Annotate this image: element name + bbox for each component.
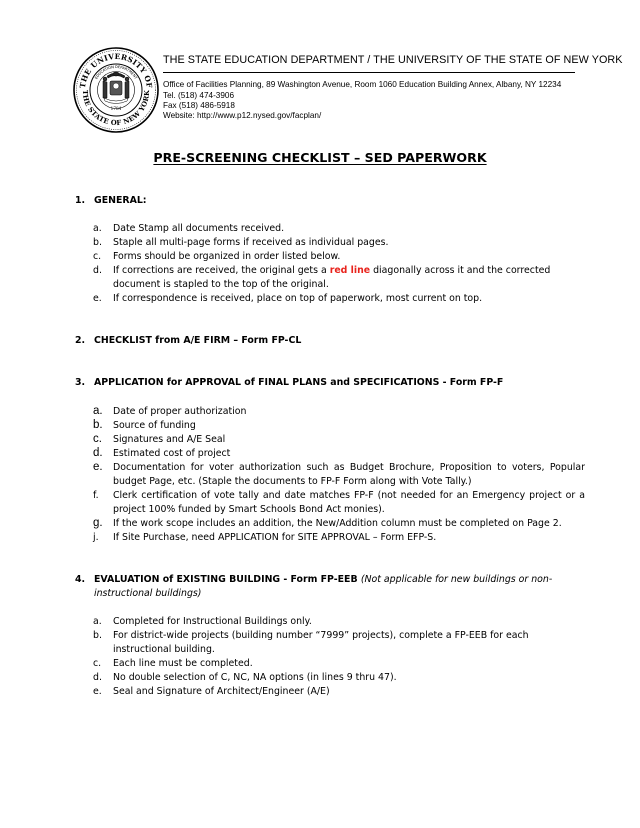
seal-icon [72,46,160,134]
section-title: EVALUATION of EXISTING BUILDING - Form FP-EEB (Not applicable for new buildings or non-instructional buildings) [94,574,553,599]
svg-text:THE UNIVERSITY OF: THE UNIVERSITY OF [77,51,155,89]
header-office-address: Office of Facilities Planning, 89 Washington Avenue, Room 1060 Education Building Annex, Albany, NY 12234 [163,80,562,89]
section-heading-general [0,194,640,208]
header-website-link[interactable]: Website: http://www.p12.nysed.gov/facplan/ [163,111,322,120]
section-number: 1. [75,195,86,206]
header-title: THE STATE EDUCATION DEPARTMENT / THE UNIVERSITY OF THE STATE OF NEW YORK [163,54,623,66]
section-title-note: (Not applicable for new buildings or non-instructional buildings) [94,574,553,599]
section-heading-evaluation [0,573,640,601]
list-item: b. For district-wide projects (building number “7999” projects), complete a FP-EEB for each instructional building. [93,630,529,655]
svg-text:EDUCATION DEPARTMENT: EDUCATION DEPARTMENT [94,64,138,80]
red-line-highlight: red line [329,265,371,276]
header-fax: Fax (518) 486-5918 [163,101,235,110]
section-number: 3. [75,377,86,388]
section-title: APPLICATION for APPROVAL of FINAL PLANS and SPECIFICATIONS - Form FP-F [94,377,504,388]
nys-seal-logo [72,46,160,134]
list-item: e. Documentation for voter authorization such as Budget Brochure, Proposition to voters, Popular budget Page, etc. (Staple the documents to FP-F Form along with Vote Tally.) [93,461,585,487]
list-item: f. Clerk certification of vote tally and date matches FP-F (not needed for an Emergency project or a project 100% funded by Smart Schools Bond Act monies). [93,490,585,515]
section-number: 2. [75,335,86,346]
list-item: d. If corrections are received, the original gets a red line diagonally across it and the corrected document is stapled to the top of the original. [93,265,551,290]
section-heading-checklist [0,334,640,348]
page-title: PRE-SCREENING CHECKLIST – SED PAPERWORK [153,150,487,165]
section-heading-application [0,376,640,390]
section-number: 4. [75,574,86,585]
section-title: CHECKLIST from A/E FIRM – Form FP-CL [94,335,302,346]
header-telephone: Tel. (518) 474-3906 [163,91,235,100]
svg-text:THE STATE OF NEW YORK: THE STATE OF NEW YORK [80,89,152,128]
section-title: GENERAL: [94,195,147,206]
header-divider [163,72,575,73]
svg-text:1784: 1784 [110,106,122,111]
